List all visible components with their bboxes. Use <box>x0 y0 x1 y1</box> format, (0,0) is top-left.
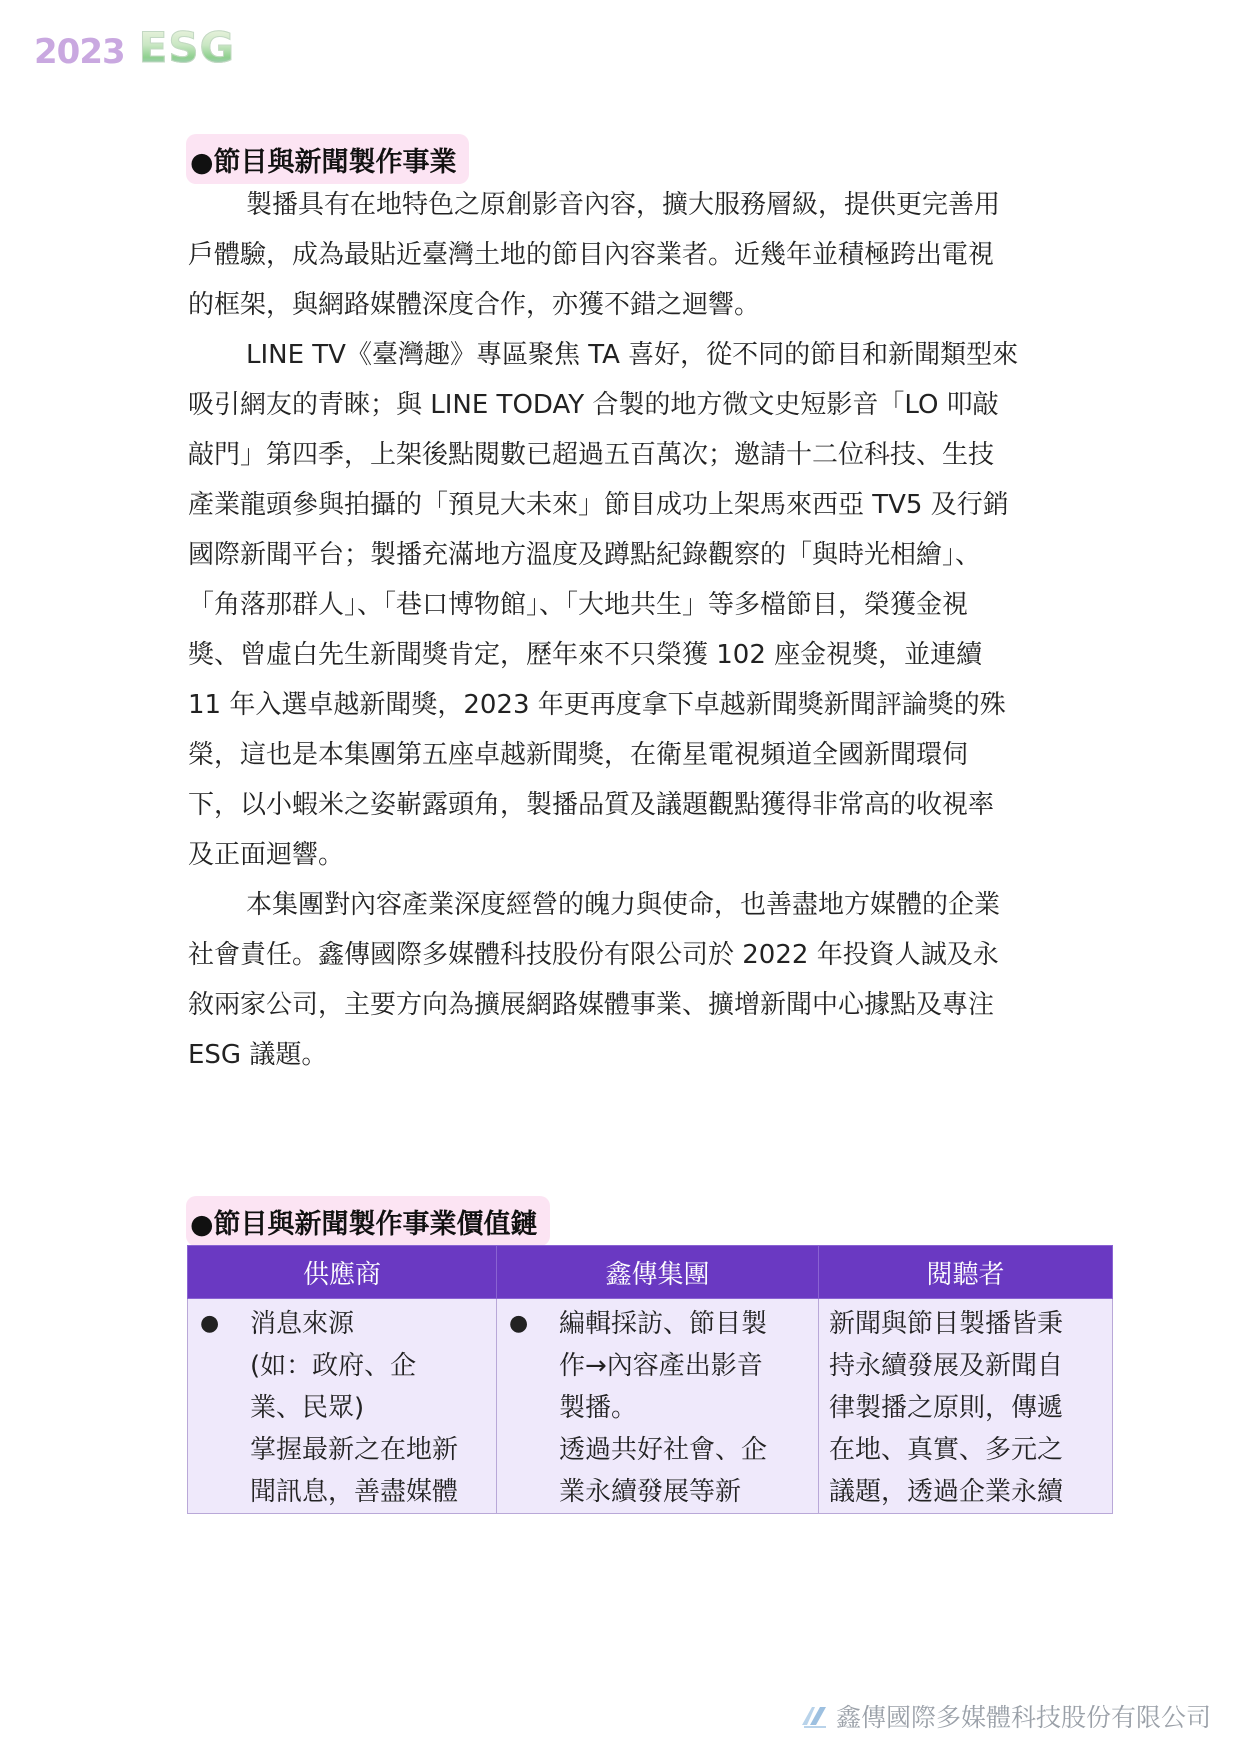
text-line: 下，以小蝦米之姿嶄露頭角，製播品質及議題觀點獲得非常高的收視率 <box>188 790 995 820</box>
cell-line: 業永續發展等新 <box>559 1477 742 1507</box>
table-header-row <box>188 1246 1113 1299</box>
audience-cell <box>819 1299 1113 1514</box>
report-logo <box>34 22 235 72</box>
logo-year: 2023 <box>34 32 125 72</box>
cell-line: 議題，透過企業永續 <box>829 1477 1064 1507</box>
cell-line: 新聞與節目製播皆秉 <box>829 1309 1064 1339</box>
cell-line: 聞訊息，善盡媒體 <box>250 1477 459 1507</box>
cell-line: 作→內容產出影音 <box>559 1351 763 1381</box>
footer-company-name: 鑫傳國際多媒體科技股份有限公司 <box>835 1703 1211 1732</box>
text-line: 的框架，與網路媒體深度合作，亦獲不錯之迴響。 <box>188 290 761 320</box>
text-line: 敲門」第四季，上架後點閱數已超過五百萬次；邀請十二位科技、生技 <box>188 440 995 470</box>
logo-esg: ESG <box>138 23 236 72</box>
cell-line: 製播。 <box>559 1393 638 1423</box>
column-header-audience: 閱聽者 <box>819 1246 1113 1299</box>
text-line: 社會責任。鑫傳國際多媒體科技股份有限公司於 2022 年投資人誠及永 <box>188 940 999 970</box>
paragraph-1 <box>188 180 1108 330</box>
footer <box>800 1698 1211 1734</box>
value-chain-table <box>187 1245 1113 1514</box>
text-line: 及正面迴響。 <box>188 840 345 870</box>
cell-line: 律製播之原則，傳遞 <box>829 1393 1064 1423</box>
cell-line: 編輯採訪、節目製 <box>559 1309 768 1339</box>
text-line: 本集團對內容產業深度經營的魄力與使命，也善盡地方媒體的企業 <box>246 890 1001 920</box>
cell-line: 業、民眾) <box>250 1393 365 1423</box>
text-line: 吸引網友的青睞；與 LINE TODAY 合製的地方微文史短影音「LO 叩敲 <box>188 390 999 420</box>
text-line: 敘兩家公司，主要方向為擴展網路媒體事業、擴增新聞中心據點及專注 <box>188 990 995 1020</box>
text-line: LINE TV《臺灣趣》專區聚焦 TA 喜好，從不同的節目和新聞類型來 <box>246 340 1019 370</box>
text-line: 產業龍頭參與拍攝的「預見大未來」節目成功上架馬來西亞 TV5 及行銷 <box>188 490 1009 520</box>
paragraph-3 <box>188 880 1108 1080</box>
bullet-icon: ● <box>509 1311 529 1336</box>
cell-line: 在地、真實、多元之 <box>829 1435 1064 1465</box>
cell-line: 掌握最新之在地新 <box>250 1435 459 1465</box>
group-cell <box>497 1299 819 1514</box>
text-line: ESG 議題。 <box>188 1040 328 1070</box>
table-row <box>188 1299 1113 1514</box>
cell-line: 透過共好社會、企 <box>559 1435 768 1465</box>
text-line: 戶體驗，成為最貼近臺灣土地的節目內容業者。近幾年並積極跨出電視 <box>188 240 995 270</box>
section-heading-production: ●節目與新聞製作事業 <box>186 134 469 184</box>
text-line: 獎、曾虛白先生新聞獎肯定，歷年來不只榮獲 102 座金視獎，並連續 <box>188 640 983 670</box>
cell-line: 持永續發展及新聞自 <box>829 1351 1064 1381</box>
section-body-production <box>188 180 1108 1080</box>
text-line: 「角落那群人」、「巷口博物館」、「大地共生」等多檔節目，榮獲金視 <box>188 590 969 620</box>
column-header-group: 鑫傳集團 <box>497 1246 819 1299</box>
text-line: 11 年入選卓越新聞獎，2023 年更再度拿下卓越新聞獎新聞評論獎的殊 <box>188 690 1006 720</box>
column-header-supplier: 供應商 <box>188 1246 497 1299</box>
text-line: 榮，這也是本集團第五座卓越新聞獎，在衛星電視頻道全國新聞環伺 <box>188 740 969 770</box>
cell-line: 消息來源 <box>250 1309 355 1339</box>
text-line: 國際新聞平台；製播充滿地方溫度及蹲點紀錄觀察的「與時光相繪」、 <box>188 540 982 570</box>
section-heading-value-chain: ●節目與新聞製作事業價值鏈 <box>186 1196 550 1246</box>
supplier-cell <box>188 1299 497 1514</box>
text-line: 製播具有在地特色之原創影音內容，擴大服務層級，提供更完善用 <box>246 190 1001 220</box>
cell-line: (如：政府、企 <box>250 1351 417 1381</box>
company-logo-icon <box>800 1703 828 1729</box>
bullet-icon: ● <box>200 1311 220 1336</box>
paragraph-2 <box>188 330 1108 880</box>
